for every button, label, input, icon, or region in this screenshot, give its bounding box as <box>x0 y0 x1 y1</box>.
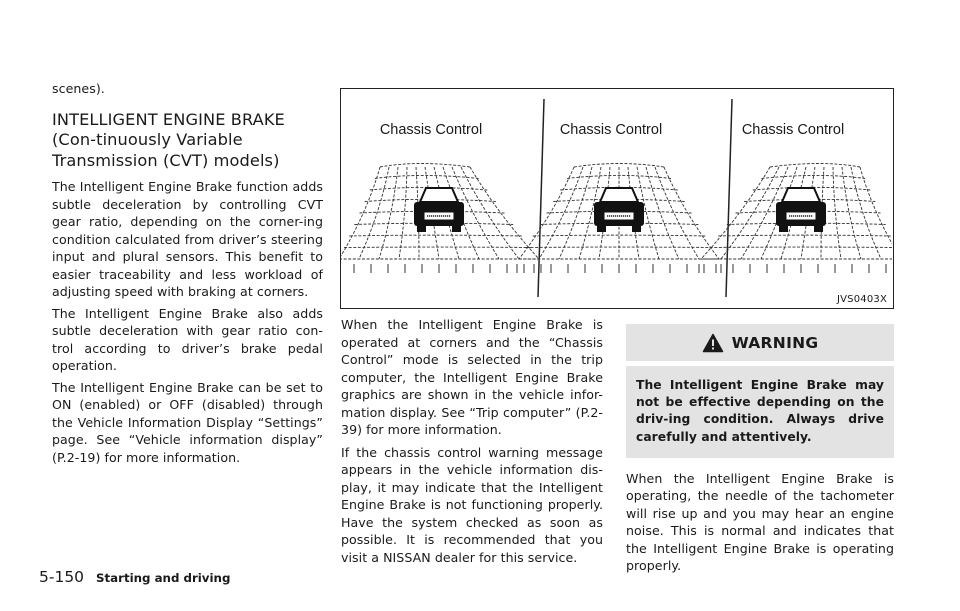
warning-box <box>626 324 894 458</box>
page-footer <box>39 568 230 586</box>
road-ticks <box>699 264 892 273</box>
grid-column <box>399 167 407 259</box>
paragraph-trip-computer: When the Intelligent Engine Brake is operated at corners and the “Chassis Control” mode is selected in the trip computer, the Intelligent Engine Brake graphics are shown in the vehicle infor-mation display. See “Trip computer” (P.2-39) for more information. <box>341 317 603 437</box>
road-ticks <box>341 264 541 273</box>
grid-column <box>655 167 699 259</box>
paragraph-settings: The Intelligent Engine Brake can be set to ON (enabled) or OFF (disabled) through the Vehicle Information Display “Settings” page. See “Vehicle information display” (P.2-19) for more information. <box>52 379 323 465</box>
warning-body <box>626 366 894 458</box>
panel-label: Chassis Control <box>379 122 483 138</box>
grid-column <box>461 167 519 259</box>
chassis-panel <box>517 122 721 273</box>
warning-title: WARNING <box>731 333 819 352</box>
panel-label: Chassis Control <box>741 122 845 138</box>
page-number: 5-150 <box>39 568 85 586</box>
grid-column <box>646 167 679 259</box>
panel-label: Chassis Control <box>559 122 663 138</box>
warning-triangle-icon <box>702 333 724 353</box>
section-name: Starting and driving <box>96 571 231 585</box>
paragraph-tachometer: When the Intelligent Engine Brake is operating, the needle of the tachometer will rise up and you may hear an engine noise. This is normal and indicates that the Intelligent Engine Brake is operating properly. <box>626 470 894 574</box>
panel-divider <box>726 99 732 297</box>
grid-row <box>770 164 860 168</box>
chassis-control-figure <box>340 88 894 309</box>
section-heading: INTELLIGENT ENGINE BRAKE (Con-tinuously Variable Transmission (CVT) models) <box>52 109 285 170</box>
car-icon <box>414 188 464 232</box>
chassis-panel <box>341 122 541 273</box>
middle-column <box>341 316 603 571</box>
warning-header <box>626 324 894 361</box>
scenes-fragment: scenes). <box>52 81 105 96</box>
right-column <box>626 324 894 575</box>
car-icon <box>776 188 826 232</box>
grid-column <box>559 167 592 259</box>
paragraph-warning-message: If the chassis control warning message appears in the vehicle information dis-play, it may indicate that the Intelligent Engine Brake is not functioning properly. Have the system checked as soon as possible. It is recommended that you visit a NISSAN dealer for this service. <box>341 444 603 565</box>
grid-column <box>842 167 861 259</box>
grid-row <box>574 164 664 168</box>
grid-column <box>539 167 583 259</box>
figure-code: JVS0403X <box>836 294 887 305</box>
car-icon <box>594 188 644 232</box>
warning-text: The Intelligent Engine Brake may not be effective depending on the driv-ing condition. Always drive carefully and attentively. <box>636 378 884 444</box>
chassis-panel <box>699 122 892 273</box>
grid-row <box>380 164 470 168</box>
left-column <box>52 80 323 470</box>
grid-row <box>533 235 706 236</box>
paragraph-brake-pedal: The Intelligent Engine Brake also adds subtle deceleration with gear ratio con-trol according to driver’s brake pedal operation. <box>52 305 323 373</box>
road-ticks <box>517 264 721 273</box>
grid-column <box>833 167 841 259</box>
grid-column <box>379 167 398 259</box>
paragraph-function: The Intelligent Engine Brake function adds subtle deceleration by controlling CVT gear ratio, depending on the corner-ing condition calculated from driver’s steering input and plural sensors. This benefit to easier traceability and less workload of adjusting speed with braking at corners. <box>52 179 323 299</box>
chassis-control-illustration <box>341 89 892 307</box>
